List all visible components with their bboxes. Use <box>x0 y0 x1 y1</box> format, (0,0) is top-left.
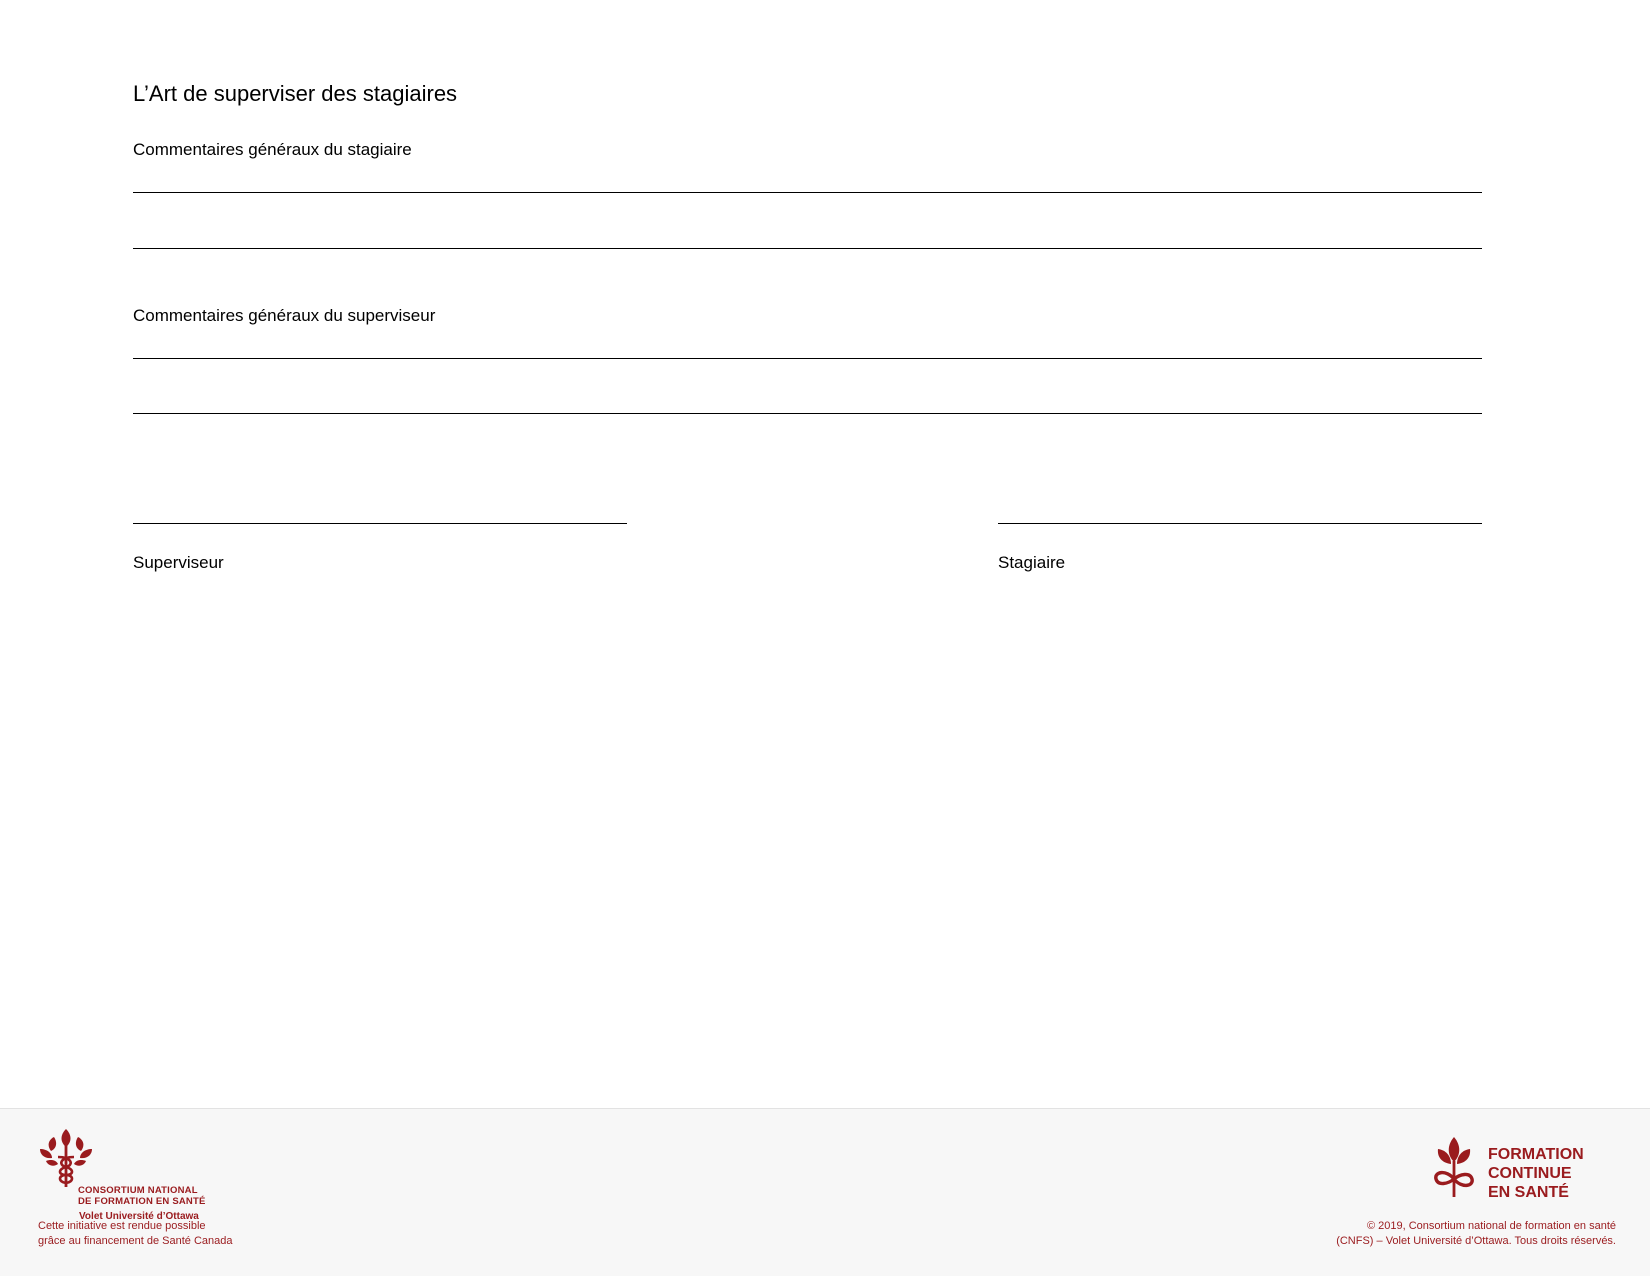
copyright-line-2: (CNFS) – Volet Université d’Ottawa. Tous droits réservés. <box>1336 1235 1616 1247</box>
funding-note-line-1: Cette initiative est rendue possible <box>38 1220 206 1232</box>
cnfs-volet: Volet Université d’Ottawa <box>79 1211 199 1222</box>
copyright <box>1336 1219 1616 1249</box>
supervisor-signature-line[interactable] <box>133 523 627 524</box>
trainee-comments-label: Commentaires généraux du stagiaire <box>133 140 412 159</box>
funding-note <box>38 1219 232 1249</box>
fcs-text-line-1: FORMATION <box>1488 1146 1584 1163</box>
tree-caduceus-icon <box>36 1127 96 1189</box>
fcs-text <box>1488 1145 1584 1202</box>
fcs-text-line-3: EN SANTÉ <box>1488 1184 1569 1201</box>
copyright-line-1: © 2019, Consortium national de formation en santé <box>1366 1220 1616 1232</box>
cnfs-name <box>78 1185 206 1207</box>
cnfs-logo <box>36 1127 246 1222</box>
supervisor-comment-line-2[interactable] <box>133 413 1482 414</box>
cnfs-name-line-1: CONSORTIUM NATIONAL <box>78 1185 198 1196</box>
cnfs-name-line-2: DE FORMATION EN SANTÉ <box>78 1196 206 1207</box>
supervisor-comment-line-1[interactable] <box>133 358 1482 359</box>
trainee-comment-line-1[interactable] <box>133 192 1482 193</box>
funding-note-line-2: grâce au financement de Santé Canada <box>38 1235 233 1247</box>
fcs-text-line-2: CONTINUE <box>1488 1165 1572 1182</box>
leaf-infinity-icon <box>1432 1135 1476 1199</box>
supervisor-signature-label: Superviseur <box>133 553 224 572</box>
trainee-comment-line-2[interactable] <box>133 248 1482 249</box>
page-title: L’Art de superviser des stagiaires <box>133 81 458 106</box>
trainee-signature-label: Stagiaire <box>998 553 1066 572</box>
fcs-logo <box>1432 1135 1602 1225</box>
trainee-signature-line[interactable] <box>998 523 1482 524</box>
supervisor-comments-label: Commentaires généraux du superviseur <box>133 306 436 325</box>
footer <box>0 1108 1650 1276</box>
